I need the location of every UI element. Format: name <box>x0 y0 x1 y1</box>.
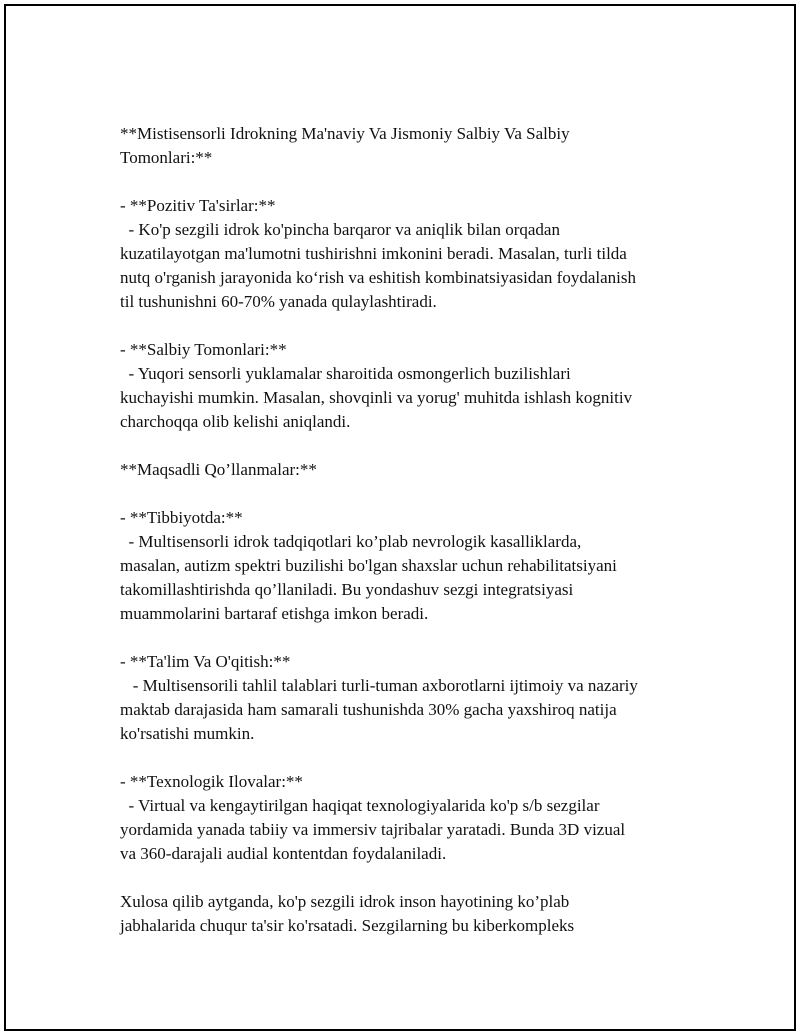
text-line: jabhalarida chuqur ta'sir ko'rsatadi. Sezgilarning bu kiberkompleks <box>120 916 575 935</box>
text-line: - **Pozitiv Ta'sirlar:** <box>120 196 276 215</box>
text-line: - **Texnologik Ilovalar:** <box>120 772 303 791</box>
text-line: **Mistisensorli Idrokning Ma'naviy Va Jismoniy Salbiy Va Salbiy <box>120 124 570 143</box>
text-line: **Maqsadli Qo’llanmalar:** <box>120 460 317 479</box>
text-line: Tomonlari:** <box>120 148 213 167</box>
text-line: va 360-darajali audial kontentdan foydalaniladi. <box>120 844 447 863</box>
text-line: - Multisensorli idrok tadqiqotlari ko’plab nevrologik kasalliklarda, <box>120 532 582 551</box>
text-line: nutq o'rganish jarayonida ko‘rish va eshitish kombinatsiyasidan foydalanish <box>120 268 636 287</box>
text-line: muammolarini bartaraf etishga imkon beradi. <box>120 604 429 623</box>
text-line: - Multisensorili tahlil talablari turli-tuman axborotlarni ijtimoiy va nazariy <box>120 676 638 695</box>
text-line: takomillashtirishda qo’llaniladi. Bu yondashuv sezgi integratsiyasi <box>120 580 574 599</box>
text-line <box>120 866 690 890</box>
text-line: - **Salbiy Tomonlari:** <box>120 340 287 359</box>
text-line <box>120 314 690 338</box>
text-line: yordamida yanada tabiiy va immersiv tajribalar yaratadi. Bunda 3D vizual <box>120 820 626 839</box>
text-line: - Virtual va kengaytirilgan haqiqat texnologiyalarida ko'p s/b sezgilar <box>120 796 600 815</box>
text-line <box>120 482 690 506</box>
text-line <box>120 626 690 650</box>
text-line <box>120 746 690 770</box>
text-line: - **Ta'lim Va O'qitish:** <box>120 652 291 671</box>
text-line: til tushunishni 60-70% yanada qulaylashtiradi. <box>120 292 437 311</box>
text-line: - Yuqori sensorli yuklamalar sharoitida osmongerlich buzilishlari <box>120 364 571 383</box>
page-frame <box>4 4 796 1031</box>
text-line: Xulosa qilib aytganda, ko'p sezgili idrok inson hayotining ko’plab <box>120 892 570 911</box>
text-line: - Ko'p sezgili idrok ko'pincha barqaror va aniqlik bilan orqadan <box>120 220 560 239</box>
text-line <box>120 434 690 458</box>
text-line: maktab darajasida ham samarali tushunishda 30% gacha yaxshiroq natija <box>120 700 617 719</box>
text-line: charchoqqa olib kelishi aniqlandi. <box>120 412 351 431</box>
text-line: ko'rsatishi mumkin. <box>120 724 255 743</box>
text-line: kuzatilayotgan ma'lumotni tushirishni imkonini beradi. Masalan, turli tilda <box>120 244 627 263</box>
text-line: - **Tibbiyotda:** <box>120 508 243 527</box>
document-body <box>120 122 690 938</box>
text-line <box>120 170 690 194</box>
text-line: masalan, autizm spektri buzilishi bo'lgan shaxslar uchun rehabilitatsiyani <box>120 556 617 575</box>
text-line: kuchayishi mumkin. Masalan, shovqinli va yorug' muhitda ishlash kognitiv <box>120 388 633 407</box>
